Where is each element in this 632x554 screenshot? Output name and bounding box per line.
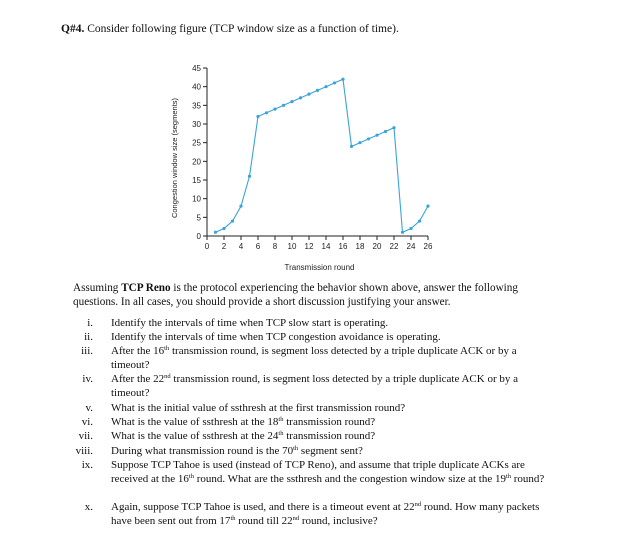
x-tick-label: 14 bbox=[321, 242, 331, 251]
y-tick-label: 25 bbox=[192, 138, 201, 148]
question-text: Consider following figure (TCP window size as a function of time). bbox=[87, 23, 399, 35]
x-tick-label: 6 bbox=[255, 242, 261, 251]
x-tick-label: 2 bbox=[221, 242, 227, 251]
question-number: viii. bbox=[75, 445, 93, 457]
x-tick-label: 4 bbox=[238, 242, 244, 251]
question-number: i. bbox=[87, 317, 93, 329]
data-point bbox=[299, 96, 302, 99]
question-text: Suppose TCP Tahoe is used (instead of TCP Reno), and assume that triple duplicate ACKs are received at the 16th round. What are the ssthresh and the congestion window size at the 19th round? bbox=[111, 459, 545, 485]
x-tick-label: 0 bbox=[204, 242, 210, 251]
data-point bbox=[409, 227, 412, 230]
x-tick-label: 18 bbox=[355, 242, 365, 251]
question-text: What is the value of ssthresh at the 24th transmission round? bbox=[111, 430, 376, 442]
data-point bbox=[231, 219, 234, 222]
x-tick-label: 22 bbox=[389, 242, 399, 251]
question-text: Identify the intervals of time when TCP congestion avoidance is operating. bbox=[111, 331, 441, 343]
question-number: iii. bbox=[81, 345, 93, 357]
question-text: After the 16th transmission round, is segment loss detected by a triple duplicate ACK or by a timeout? bbox=[111, 345, 517, 371]
data-point bbox=[401, 231, 404, 234]
question-number: vii. bbox=[78, 430, 93, 442]
question-number: vi. bbox=[81, 416, 93, 428]
intro-protocol: TCP Reno bbox=[121, 282, 171, 294]
y-tick-label: 0 bbox=[196, 232, 201, 241]
data-point bbox=[248, 175, 251, 178]
question-number: v. bbox=[85, 402, 93, 414]
data-point bbox=[256, 115, 259, 118]
data-point bbox=[384, 130, 387, 133]
series-line bbox=[216, 79, 429, 232]
data-point bbox=[214, 231, 217, 234]
data-point bbox=[239, 205, 242, 208]
x-tick-label: 26 bbox=[423, 242, 433, 251]
data-point bbox=[418, 219, 421, 222]
intro-pre: Assuming bbox=[73, 282, 122, 294]
data-point bbox=[222, 227, 225, 230]
question-text: What is the initial value of ssthresh at the first transmission round? bbox=[111, 402, 406, 414]
y-tick-label: 20 bbox=[192, 157, 201, 167]
x-tick-label: 20 bbox=[372, 242, 382, 251]
data-point bbox=[265, 111, 268, 114]
question-number: iv. bbox=[82, 373, 93, 385]
question-text: During what transmission round is the 70th segment sent? bbox=[111, 445, 363, 457]
y-tick-label: 45 bbox=[192, 64, 201, 73]
data-point bbox=[375, 134, 378, 137]
y-tick-label: 30 bbox=[192, 120, 201, 129]
data-point bbox=[426, 205, 429, 208]
data-point bbox=[333, 81, 336, 84]
y-tick-label: 15 bbox=[192, 176, 201, 185]
question-text: What is the value of ssthresh at the 18th transmission round? bbox=[111, 416, 376, 428]
x-tick-label: 24 bbox=[406, 242, 416, 251]
data-point bbox=[290, 100, 293, 103]
question-number: ii. bbox=[84, 331, 93, 343]
data-point bbox=[367, 137, 370, 140]
y-tick-label: 35 bbox=[192, 101, 201, 111]
question-number: x. bbox=[84, 501, 93, 513]
y-tick-label: 40 bbox=[192, 82, 201, 92]
question-text: Identify the intervals of time when TCP slow start is operating. bbox=[111, 317, 389, 329]
data-point bbox=[273, 107, 276, 110]
y-axis-label: Congestion window size (segments) bbox=[170, 97, 179, 219]
question-number: Q#4. bbox=[61, 23, 85, 35]
question-text: After the 22nd transmission round, is segment loss detected by a triple duplicate ACK or by a timeout? bbox=[111, 373, 519, 399]
question-number: ix. bbox=[81, 459, 93, 471]
y-tick-label: 5 bbox=[196, 213, 201, 223]
data-point bbox=[358, 141, 361, 144]
data-point bbox=[350, 145, 353, 148]
data-point bbox=[316, 89, 319, 92]
data-point bbox=[307, 93, 310, 96]
x-axis-label: Transmission round bbox=[284, 263, 355, 272]
question-text: Again, suppose TCP Tahoe is used, and there is a timeout event at 22nd round. How many packets have been sent out from 17th round till 22nd round, inclusive? bbox=[111, 501, 540, 527]
x-tick-label: 10 bbox=[287, 242, 297, 251]
x-tick-label: 12 bbox=[304, 242, 314, 251]
data-point bbox=[341, 78, 344, 81]
intro-post: is the protocol experiencing the behavior shown above, answer the following questions. In all cases, you should provide a short discussion justifying your answer. bbox=[73, 282, 518, 308]
x-tick-label: 8 bbox=[272, 242, 278, 251]
intro-paragraph bbox=[73, 281, 553, 309]
data-point bbox=[392, 126, 395, 129]
data-point bbox=[324, 85, 327, 88]
data-point bbox=[282, 104, 285, 107]
y-tick-label: 10 bbox=[192, 194, 201, 204]
x-tick-label: 16 bbox=[338, 242, 348, 251]
